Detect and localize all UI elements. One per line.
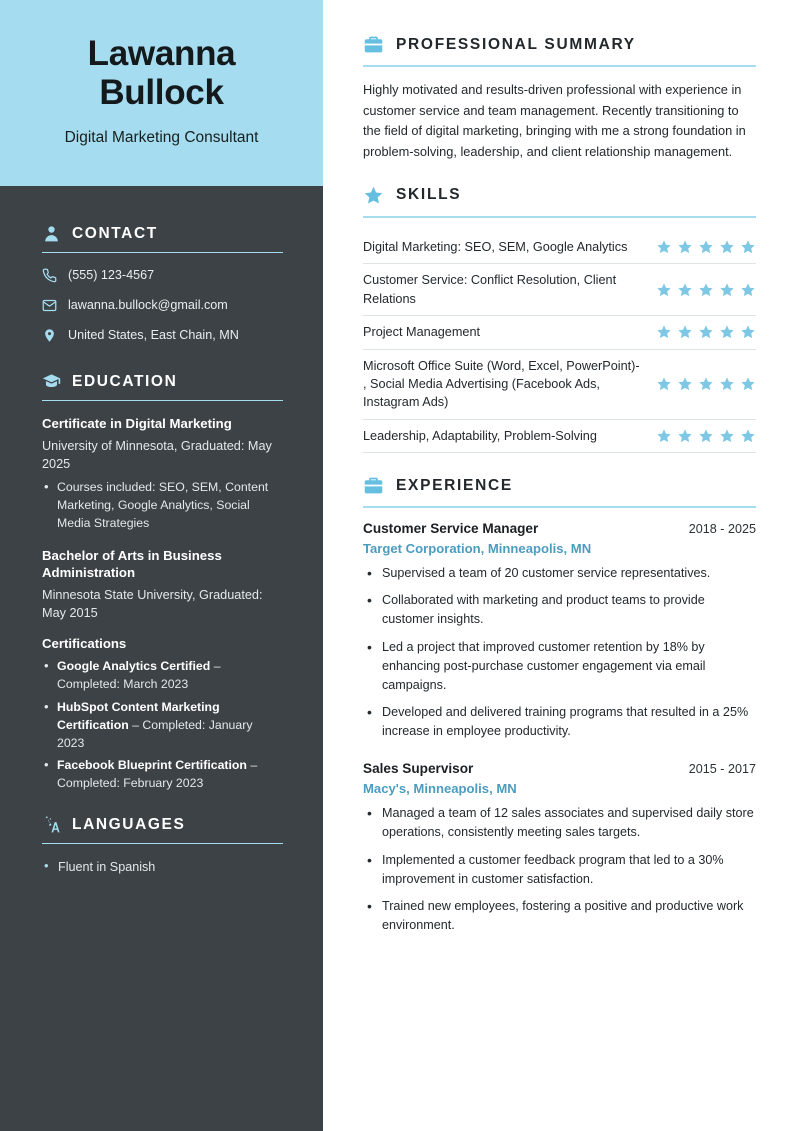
list-item: • Led a project that improved customer retention by 18% by enhancing post-purchase customer engagement via email campaigns. [363,638,756,695]
briefcase-icon [363,34,384,55]
star-icon [719,324,735,340]
first-name: Lawanna [87,34,236,73]
star-icon [719,428,735,444]
education-title: EDUCATION [72,372,178,390]
summary-heading [363,34,756,55]
languages-heading [42,799,283,834]
skill-rating [656,282,756,298]
languages-section [42,799,283,876]
divider [42,843,283,844]
main-content [323,0,800,1131]
star-icon [656,324,672,340]
contact-location-value: United States, East Chain, MN [68,327,239,342]
star-icon [719,376,735,392]
education-degree: Bachelor of Arts in Business Administration [42,547,222,581]
envelope-icon [42,298,57,313]
job-company: Macy's, Minneapolis, MN [363,781,517,797]
sidebar-body [0,186,323,902]
job-company: Target Corporation, Minneapolis, MN [363,541,592,557]
education-item [42,415,283,532]
experience-heading [363,475,756,496]
divider [42,252,283,253]
job-role: Customer Service Manager [363,521,539,537]
list-item: • Supervised a team of 20 customer service representatives. [363,564,756,583]
certification-name: Google Analytics Certified [57,659,211,674]
sidebar [0,0,323,1131]
phone-icon [42,268,57,283]
list-item: • Managed a team of 12 sales associates and supervised daily store operations, consistently meeting sales targets. [363,804,756,842]
star-icon [698,428,714,444]
translate-icon [42,815,61,834]
star-icon [656,376,672,392]
skill-row [363,316,756,349]
contact-email-value: lawanna.bullock@gmail.com [68,298,228,313]
list-item: • Trained new employees, fostering a positive and productive work environment. [363,897,756,935]
experience-item [363,521,756,741]
education-school: Minnesota State University, Graduated: May 2015 [42,588,263,621]
skills-title: SKILLS [396,186,462,204]
graduation-cap-icon [42,372,61,391]
skill-row [363,350,756,420]
contact-phone-value: (555) 123-4567 [68,268,155,283]
divider [363,216,756,218]
list-item: • Fluent in Spanish [42,858,283,876]
job-header [363,521,756,536]
experience-title: EXPERIENCE [396,476,513,494]
star-icon [656,428,672,444]
spacer [363,453,756,475]
star-icon [740,282,756,298]
job-bullets [363,804,756,935]
list-item: • Developed and delivered training programs that resulted in a 25% increase in employee productivity. [363,703,756,741]
star-icon [363,185,384,206]
skill-rating [656,239,756,255]
star-icon [740,428,756,444]
certification-detail: – Completed: February 2023 [57,758,258,791]
list-item [42,757,283,793]
location-pin-icon [42,328,57,343]
education-degree: Certificate in Digital Marketing [42,416,232,432]
certification-name: Facebook Blueprint Certification [57,758,247,773]
certification-detail: – Completed: March 2023 [57,659,221,692]
star-icon [740,239,756,255]
contact-phone[interactable] [42,267,283,285]
certification-name: HubSpot Content Marketing Certification [57,699,220,732]
list-item: • Collaborated with marketing and product teams to provide customer insights. [363,591,756,629]
briefcase-icon [363,475,384,496]
education-heading [42,356,283,391]
user-icon [42,224,61,243]
star-icon [740,324,756,340]
summary-text: Highly motivated and results-driven professional with experience in customer service and team management. Recently transitioning to the field of digital marketing, bringing with me a strong foundation in problem-solving, leadership, and client relationship management. [363,82,746,160]
star-icon [698,282,714,298]
skill-name: Digital Marketing: SEO, SEM, Google Analytics [363,239,628,254]
star-icon [698,324,714,340]
name-block [0,0,323,186]
certification-detail: – Completed: January 2023 [57,717,253,750]
star-icon [677,239,693,255]
summary-section [363,34,756,163]
star-icon [698,239,714,255]
skills-section [363,185,756,453]
job-title: Digital Marketing Consultant [64,129,259,147]
job-dates: 2018 - 2025 [688,522,756,537]
skill-row [363,231,756,264]
certifications-list [42,658,283,793]
star-icon [677,428,693,444]
star-icon [719,282,735,298]
job-role: Sales Supervisor [363,761,474,777]
skills-heading [363,185,756,206]
job-dates: 2015 - 2017 [688,762,756,777]
languages-list [42,858,283,876]
contact-section [42,208,283,344]
skill-rating [656,376,756,392]
skill-rating [656,428,756,444]
list-item: • Courses included: SEO, SEM, Content Marketing, Google Analytics, Social Media Strategies [42,479,283,532]
education-item [42,547,283,623]
summary-title: PROFESSIONAL SUMMARY [396,35,636,53]
spacer [363,163,756,185]
star-icon [740,376,756,392]
divider [363,65,756,67]
skill-rating [656,324,756,340]
star-icon [698,376,714,392]
skill-row [363,420,756,453]
list-item: • Implemented a customer feedback program that led to a 30% improvement in customer satisfaction. [363,851,756,889]
contact-heading [42,208,283,243]
star-icon [677,282,693,298]
job-header [363,761,756,776]
divider [42,400,283,401]
star-icon [656,282,672,298]
last-name: Bullock [99,73,224,113]
experience-section [363,475,756,935]
star-icon [677,376,693,392]
skill-name: Customer Service: Conflict Resolution, Client Relations [363,273,617,306]
contact-email[interactable] [42,297,283,315]
list-item [42,658,283,694]
experience-item [363,761,756,935]
job-bullets [363,564,756,741]
list-item [42,699,283,752]
contact-title: CONTACT [72,224,158,242]
skill-name: Microsoft Office Suite (Word, Excel, PowerPoint)- , Social Media Advertising (Facebook Ads, Instagram Ads) [363,358,640,410]
star-icon [656,239,672,255]
skill-name: Project Management [363,325,481,340]
skill-row [363,264,756,316]
star-icon [719,239,735,255]
education-bullets [42,479,283,532]
skill-name: Leadership, Adaptability, Problem-Solving [363,428,597,443]
contact-location[interactable] [42,327,283,345]
divider [363,506,756,508]
certifications-heading: Certifications [42,636,127,652]
education-school: University of Minnesota, Graduated: May 2025 [42,439,272,472]
education-section [42,356,283,793]
star-icon [677,324,693,340]
languages-title: LANGUAGES [72,815,186,833]
